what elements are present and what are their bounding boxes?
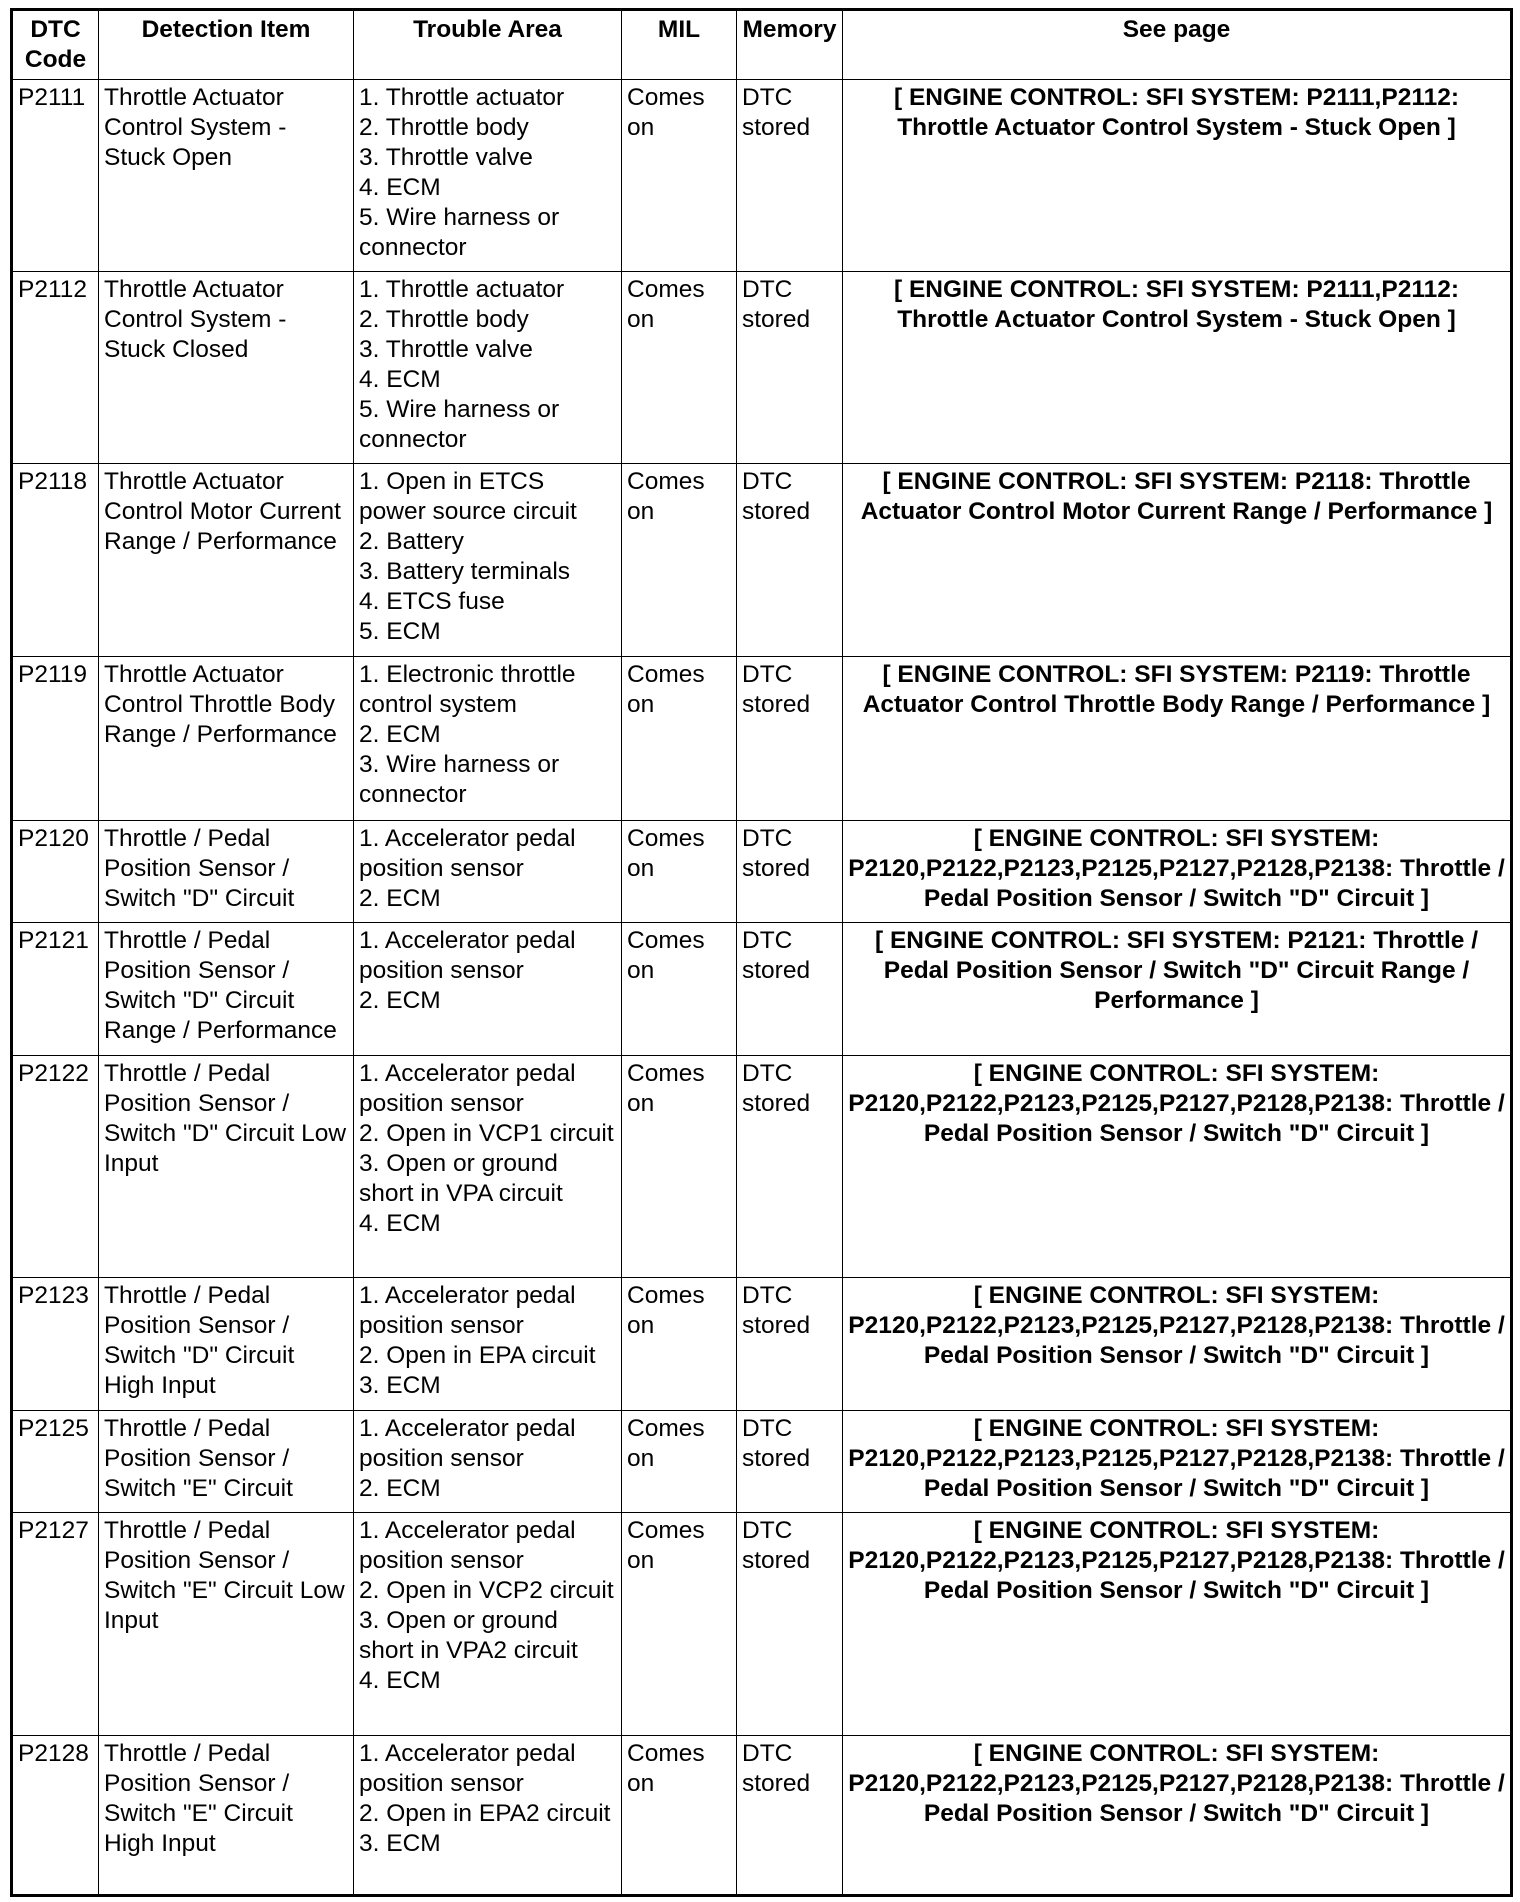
trouble-area-item: 4. ECM [359,174,441,201]
table-row [12,1513,1512,1736]
detection-item-cell: Throttle Actuator Control System - Stuck Open [99,80,354,272]
trouble-area-cell [354,80,622,272]
trouble-area-item: 4. ECM [359,1210,441,1237]
trouble-area-item: 1. Accelerator pedal position sensor [359,1740,576,1797]
trouble-area-item: 3. Open or ground short in VPA2 circuit [359,1607,578,1664]
trouble-area-cell [354,1411,622,1513]
trouble-area-cell [354,923,622,1056]
trouble-area-item: 4. ECM [359,1667,441,1694]
table-row [12,923,1512,1056]
dtc-code-cell: P2123 [12,1278,99,1411]
see-page-cell: [ ENGINE CONTROL: SFI SYSTEM: P2121: Throttle / Pedal Position Sensor / Switch "D" Circuit Range / Performance ] [843,923,1512,1056]
header-dtc-code-line1: DTC [30,16,81,43]
trouble-area-cell [354,1736,622,1896]
trouble-area-item: 2. ECM [359,721,441,748]
trouble-area-item: 1. Open in ETCS power source circuit [359,468,577,525]
detection-item-cell: Throttle / Pedal Position Sensor / Switch "E" Circuit Low Input [99,1513,354,1736]
trouble-area-item: 2. Throttle body [359,114,529,141]
header-dtc-code-line2: Code [24,46,87,73]
trouble-area-item: 3. Throttle valve [359,144,533,171]
trouble-area-cell [354,821,622,923]
trouble-area-item: 2. Throttle body [359,306,529,333]
detection-item-cell: Throttle / Pedal Position Sensor / Switch "E" Circuit High Input [99,1736,354,1896]
trouble-area-item: 2. ECM [359,1475,441,1502]
detection-item-cell: Throttle Actuator Control System - Stuck Closed [99,272,354,464]
mil-cell: Comes on [622,272,737,464]
trouble-area-item: 4. ECM [359,366,441,393]
trouble-area-item: 1. Throttle actuator [359,276,565,303]
see-page-cell: [ ENGINE CONTROL: SFI SYSTEM: P2120,P2122,P2123,P2125,P2127,P2128,P2138: Throttle / Pedal Position Sensor / Switch "D" Circuit ] [843,1513,1512,1736]
see-page-cell: [ ENGINE CONTROL: SFI SYSTEM: P2120,P2122,P2123,P2125,P2127,P2128,P2138: Throttle / Pedal Position Sensor / Switch "D" Circuit ] [843,1278,1512,1411]
memory-cell: DTC stored [737,80,843,272]
dtc-table [10,8,1513,1897]
memory-cell: DTC stored [737,821,843,923]
memory-cell: DTC stored [737,272,843,464]
mil-cell: Comes on [622,1411,737,1513]
detection-item-cell: Throttle / Pedal Position Sensor / Switch "D" Circuit High Input [99,1278,354,1411]
trouble-area-cell [354,1278,622,1411]
trouble-area-item: 3. Throttle valve [359,336,533,363]
mil-cell: Comes on [622,1736,737,1896]
memory-cell: DTC stored [737,1278,843,1411]
trouble-area-item: 2. Open in EPA2 circuit [359,1800,611,1827]
dtc-code-cell: P2127 [12,1513,99,1736]
trouble-area-cell [354,657,622,821]
mil-cell: Comes on [622,821,737,923]
trouble-area-item: 4. ETCS fuse [359,588,505,615]
trouble-area-item: 1. Accelerator pedal position sensor [359,927,576,984]
detection-item-cell: Throttle / Pedal Position Sensor / Switch "D" Circuit [99,821,354,923]
mil-cell: Comes on [622,1056,737,1278]
table-row [12,80,1512,272]
dtc-code-cell: P2128 [12,1736,99,1896]
trouble-area-cell [354,464,622,657]
header-dtc-code [12,10,99,80]
trouble-area-cell [354,1056,622,1278]
detection-item-cell: Throttle Actuator Control Motor Current Range / Performance [99,464,354,657]
trouble-area-item: 1. Accelerator pedal position sensor [359,1415,576,1472]
memory-cell: DTC stored [737,464,843,657]
trouble-area-item: 3. Wire harness or connector [359,751,560,808]
memory-cell: DTC stored [737,1411,843,1513]
see-page-cell: [ ENGINE CONTROL: SFI SYSTEM: P2119: Throttle Actuator Control Throttle Body Range / Performance ] [843,657,1512,821]
see-page-cell: [ ENGINE CONTROL: SFI SYSTEM: P2120,P2122,P2123,P2125,P2127,P2128,P2138: Throttle / Pedal Position Sensor / Switch "D" Circuit ] [843,821,1512,923]
trouble-area-cell [354,1513,622,1736]
trouble-area-item: 5. Wire harness or connector [359,204,560,261]
trouble-area-item: 2. Open in VCP1 circuit [359,1120,614,1147]
detection-item-cell: Throttle / Pedal Position Sensor / Switch "E" Circuit [99,1411,354,1513]
memory-cell: DTC stored [737,1736,843,1896]
table-row [12,272,1512,464]
trouble-area-item: 3. Battery terminals [359,558,571,585]
trouble-area-item: 5. ECM [359,618,441,645]
mil-cell: Comes on [622,923,737,1056]
dtc-code-cell: P2111 [12,80,99,272]
mil-cell: Comes on [622,657,737,821]
dtc-code-cell: P2120 [12,821,99,923]
header-see-page: See page [843,10,1512,80]
header-row [12,10,1512,80]
trouble-area-item: 2. ECM [359,987,441,1014]
memory-cell: DTC stored [737,923,843,1056]
detection-item-cell: Throttle / Pedal Position Sensor / Switch "D" Circuit Low Input [99,1056,354,1278]
trouble-area-item: 2. ECM [359,885,441,912]
trouble-area-cell [354,272,622,464]
mil-cell: Comes on [622,1278,737,1411]
mil-cell: Comes on [622,1513,737,1736]
dtc-code-cell: P2119 [12,657,99,821]
detection-item-cell: Throttle / Pedal Position Sensor / Switch "D" Circuit Range / Performance [99,923,354,1056]
header-trouble-area: Trouble Area [354,10,622,80]
table-row [12,1056,1512,1278]
dtc-code-cell: P2112 [12,272,99,464]
trouble-area-item: 2. Open in EPA circuit [359,1342,596,1369]
dtc-code-cell: P2125 [12,1411,99,1513]
trouble-area-item: 1. Accelerator pedal position sensor [359,1517,576,1574]
trouble-area-item: 3. Open or ground short in VPA circuit [359,1150,563,1207]
trouble-area-item: 3. ECM [359,1830,441,1857]
trouble-area-item: 2. Open in VCP2 circuit [359,1577,614,1604]
dtc-code-cell: P2118 [12,464,99,657]
memory-cell: DTC stored [737,1056,843,1278]
see-page-cell: [ ENGINE CONTROL: SFI SYSTEM: P2111,P2112: Throttle Actuator Control System - Stuck Open ] [843,272,1512,464]
table-row [12,657,1512,821]
memory-cell: DTC stored [737,1513,843,1736]
see-page-cell: [ ENGINE CONTROL: SFI SYSTEM: P2120,P2122,P2123,P2125,P2127,P2128,P2138: Throttle / Pedal Position Sensor / Switch "D" Circuit ] [843,1411,1512,1513]
see-page-cell: [ ENGINE CONTROL: SFI SYSTEM: P2111,P2112: Throttle Actuator Control System - Stuck Open ] [843,80,1512,272]
table-row [12,821,1512,923]
table-row [12,464,1512,657]
trouble-area-item: 2. Battery [359,528,464,555]
trouble-area-item: 1. Throttle actuator [359,84,565,111]
detection-item-cell: Throttle Actuator Control Throttle Body Range / Performance [99,657,354,821]
trouble-area-item: 1. Accelerator pedal position sensor [359,825,576,882]
trouble-area-item: 1. Accelerator pedal position sensor [359,1060,576,1117]
table-row [12,1411,1512,1513]
see-page-cell: [ ENGINE CONTROL: SFI SYSTEM: P2120,P2122,P2123,P2125,P2127,P2128,P2138: Throttle / Pedal Position Sensor / Switch "D" Circuit ] [843,1736,1512,1896]
dtc-code-cell: P2121 [12,923,99,1056]
dtc-code-cell: P2122 [12,1056,99,1278]
header-detection-item: Detection Item [99,10,354,80]
mil-cell: Comes on [622,464,737,657]
dtc-table-body [12,80,1512,1896]
see-page-cell: [ ENGINE CONTROL: SFI SYSTEM: P2120,P2122,P2123,P2125,P2127,P2128,P2138: Throttle / Pedal Position Sensor / Switch "D" Circuit ] [843,1056,1512,1278]
header-memory: Memory [737,10,843,80]
trouble-area-item: 1. Accelerator pedal position sensor [359,1282,576,1339]
memory-cell: DTC stored [737,657,843,821]
mil-cell: Comes on [622,80,737,272]
trouble-area-item: 5. Wire harness or connector [359,396,560,453]
trouble-area-item: 3. ECM [359,1372,441,1399]
table-row [12,1736,1512,1896]
see-page-cell: [ ENGINE CONTROL: SFI SYSTEM: P2118: Throttle Actuator Control Motor Current Range / Performance ] [843,464,1512,657]
table-row [12,1278,1512,1411]
header-mil: MIL [622,10,737,80]
trouble-area-item: 1. Electronic throttle control system [359,661,576,718]
